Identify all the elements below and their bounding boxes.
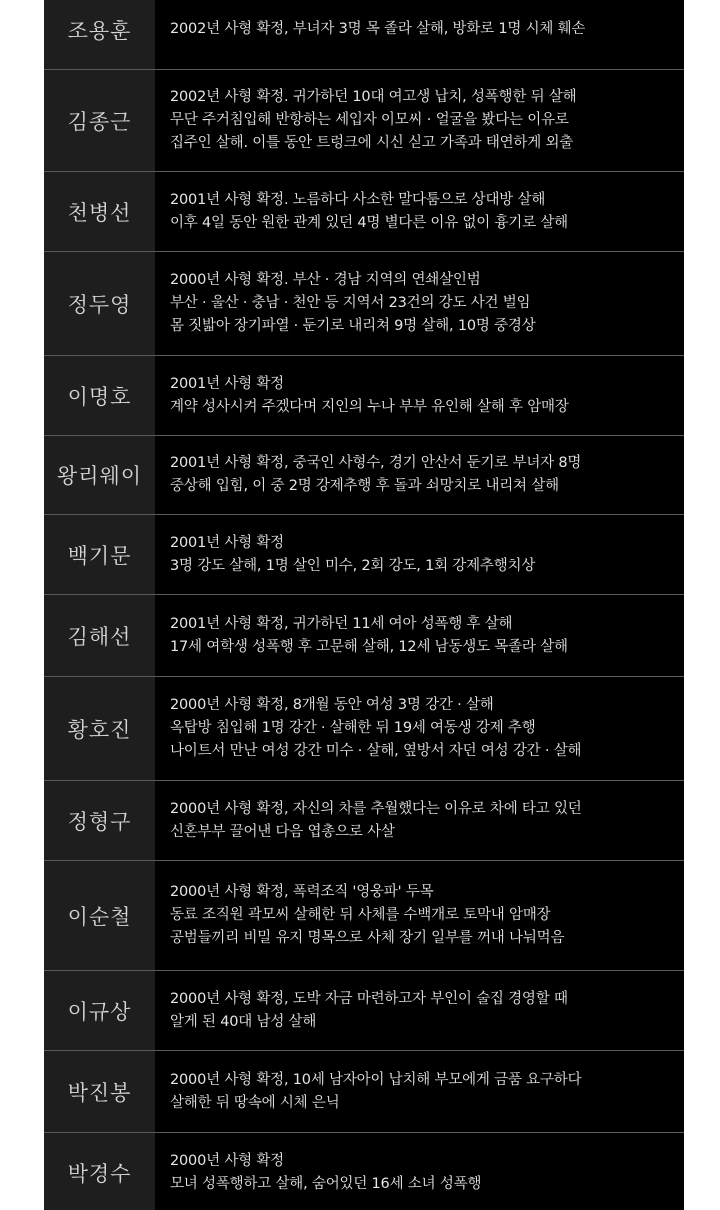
description-line: 2000년 사형 확정. 부산 · 경남 지역의 연쇄살인범: [170, 272, 481, 288]
row-name: 이명호: [44, 356, 155, 435]
row-name: 박진봉: [44, 1051, 155, 1132]
row-description: [155, 436, 684, 514]
row-description: [155, 1051, 684, 1132]
description-line: 3명 강도 살해, 1명 살인 미수, 2회 강도, 1회 강제추행치상: [170, 557, 536, 574]
row-name: 천병선: [44, 172, 155, 251]
row-description: [155, 677, 684, 780]
table-row: [44, 0, 684, 70]
row-name: 김종근: [44, 70, 155, 171]
row-name: 정두영: [44, 252, 155, 355]
description-line: 2000년 사형 확정, 10세 남자아이 납치해 부모에게 금품 요구하다: [170, 1071, 582, 1088]
description-line: 모녀 성폭행하고 살해, 숨어있던 16세 소녀 성폭행: [170, 1175, 482, 1192]
row-name: 조용훈: [44, 0, 155, 69]
table-row: [44, 861, 684, 971]
table-row: [44, 252, 684, 356]
row-description: [155, 0, 684, 69]
table-row: [44, 436, 684, 515]
row-description: [155, 515, 684, 594]
table-row: [44, 1133, 684, 1210]
table-row: [44, 971, 684, 1051]
table-row: [44, 1051, 684, 1133]
description-line: 2000년 사형 확정, 도박 자금 마련하고자 부인이 술집 경영할 때: [170, 990, 568, 1007]
table-row: [44, 595, 684, 677]
description-line: 2001년 사형 확정, 중국인 사형수, 경기 안산서 둔기로 부녀자 8명: [170, 455, 582, 471]
description-line: 2000년 사형 확정, 폭력조직 '영웅파' 두목: [170, 884, 434, 900]
description-line: 부산 · 울산 · 충남 · 천안 등 지역서 23건의 강도 사건 벌임: [170, 295, 531, 311]
row-description: [155, 595, 684, 676]
row-name: 황호진: [44, 677, 155, 780]
description-line: 2002년 사형 확정, 부녀자 3명 목 졸라 살해, 방화로 1명 시체 훼손: [170, 21, 586, 37]
table-row: [44, 677, 684, 781]
document-panel: [44, 0, 684, 1210]
description-line: 계약 성사시켜 주겠다며 지인의 누나 부부 유인해 살해 후 암매장: [170, 398, 569, 415]
row-name: 이규상: [44, 971, 155, 1050]
description-line: 이후 4일 동안 원한 관계 있던 4명 별다른 이유 없이 흉기로 살해: [170, 214, 568, 231]
description-line: 2000년 사형 확정: [170, 1152, 284, 1169]
row-description: [155, 70, 684, 171]
description-line: 2001년 사형 확정. 노름하다 사소한 말다툼으로 상대방 살해: [170, 191, 546, 208]
description-line: 살해한 뒤 땅속에 시체 은닉: [170, 1094, 340, 1111]
row-name: 왕리웨이: [44, 436, 155, 514]
description-line: 중상해 입힘, 이 중 2명 강제추행 후 돌과 쇠망치로 내리쳐 살해: [170, 478, 559, 494]
table-row: [44, 781, 684, 861]
row-name: 백기문: [44, 515, 155, 594]
description-line: 17세 여학생 성폭행 후 고문해 살해, 12세 남동생도 목졸라 살해: [170, 638, 568, 655]
row-description: [155, 172, 684, 251]
row-description: [155, 252, 684, 355]
description-line: 2001년 사형 확정: [170, 375, 284, 392]
description-line: 2001년 사형 확정: [170, 534, 284, 551]
description-line: 집주인 살해. 이틀 동안 트렁크에 시신 싣고 가족과 태연하게 외출: [170, 135, 574, 151]
row-name: 정형구: [44, 781, 155, 860]
row-name: 김해선: [44, 595, 155, 676]
description-line: 몸 짓밟아 장기파열 · 둔기로 내리쳐 9명 살해, 10명 중경상: [170, 318, 536, 334]
description-line: 2000년 사형 확정, 자신의 차를 추월했다는 이유로 차에 타고 있던: [170, 800, 582, 817]
row-description: [155, 356, 684, 435]
row-description: [155, 861, 684, 970]
description-line: 나이트서 만난 여성 강간 미수 · 살해, 옆방서 자던 여성 강간 · 살해: [170, 743, 582, 759]
description-line: 신혼부부 끌어낸 다음 엽총으로 사살: [170, 823, 395, 840]
description-line: 공범들끼리 비밀 유지 명목으로 사체 장기 일부를 꺼내 나눠먹음: [170, 930, 565, 946]
row-name: 박경수: [44, 1133, 155, 1210]
description-line: 2000년 사형 확정, 8개월 동안 여성 3명 강간 · 살해: [170, 697, 494, 713]
table-row: [44, 172, 684, 252]
row-name: 이순철: [44, 861, 155, 970]
table-row: [44, 356, 684, 436]
description-line: 알게 된 40대 남성 살해: [170, 1013, 317, 1030]
table-row: [44, 70, 684, 172]
row-description: [155, 971, 684, 1050]
description-line: 옥탑방 침입해 1명 강간 · 살해한 뒤 19세 여동생 강제 추행: [170, 720, 536, 736]
description-line: 2002년 사형 확정. 귀가하던 10대 여고생 납치, 성폭행한 뒤 살해: [170, 89, 577, 105]
description-line: 무단 주거침입해 반항하는 세입자 이모씨 · 얼굴을 봤다는 이유로: [170, 112, 569, 128]
description-line: 2001년 사형 확정, 귀가하던 11세 여아 성폭행 후 살해: [170, 615, 513, 632]
row-description: [155, 1133, 684, 1210]
table-row: [44, 515, 684, 595]
death-row-table: [44, 0, 684, 1210]
row-description: [155, 781, 684, 860]
description-line: 동료 조직원 곽모씨 살해한 뒤 사체를 수백개로 토막내 암매장: [170, 907, 551, 923]
